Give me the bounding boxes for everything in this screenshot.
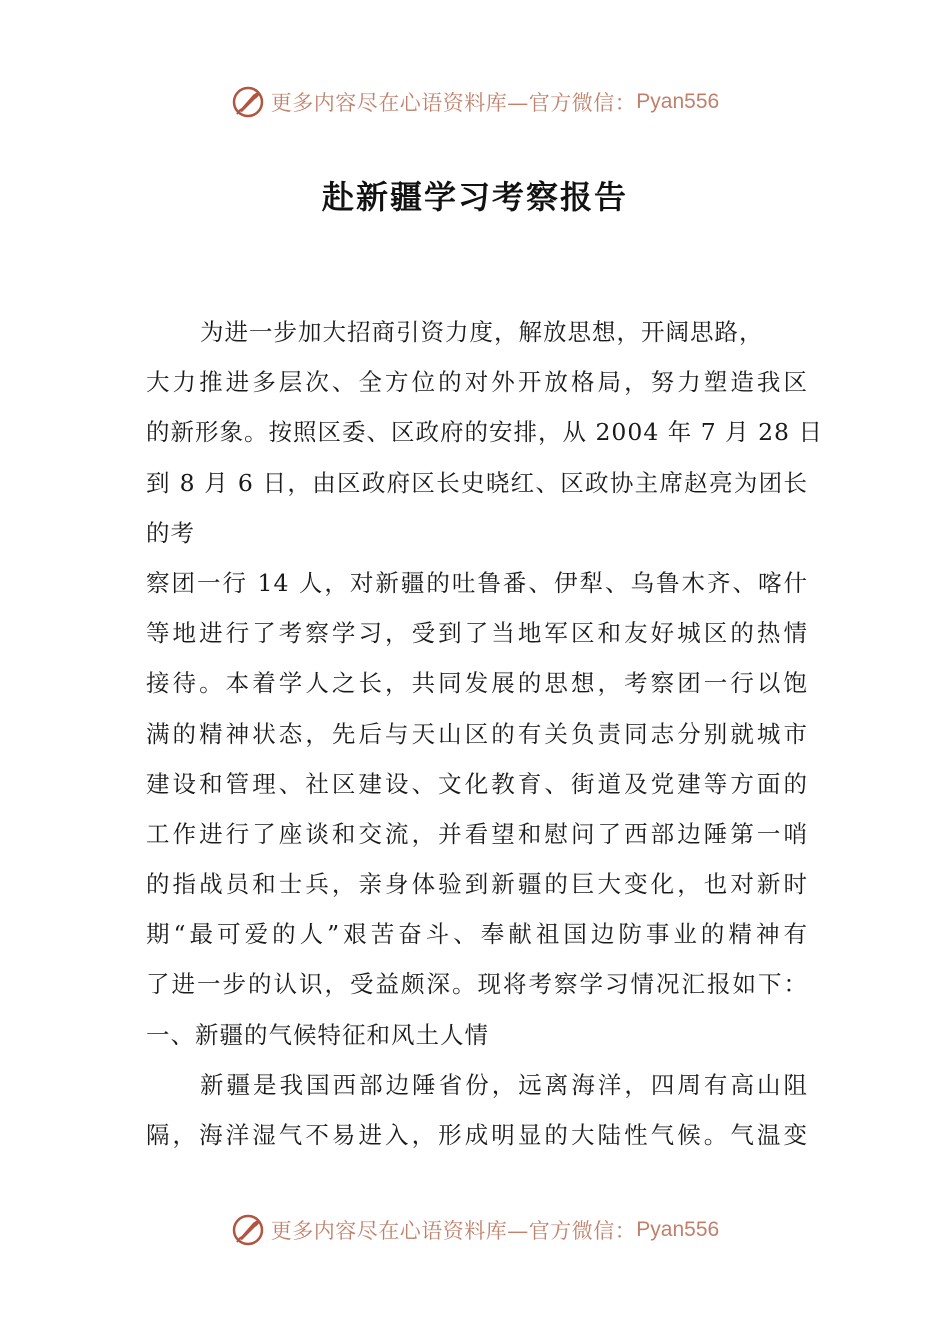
- header-watermark: [0, 82, 950, 122]
- body-line: 满的精神状态，先后与天山区的有关负责同志分别就城市: [146, 719, 808, 748]
- body-line: 了进一步的认识，受益颇深。现将考察学习情况汇报如下：: [146, 970, 808, 999]
- body-line: 为进一步加大招商引资力度，解放思想，开阔思路，: [200, 318, 764, 346]
- watermark-text: 更多内容尽在心语资料库—官方微信：: [270, 1219, 637, 1243]
- watermark-wechat-id: Pyan556: [636, 1218, 720, 1241]
- body-line: 察团一行 14 人，对新疆的吐鲁番、伊犁、乌鲁木齐、喀什: [146, 568, 808, 597]
- quill-pen-logo-icon: [231, 1213, 265, 1247]
- watermark-wechat-id: Pyan556: [636, 90, 720, 113]
- body-line: 新疆是我国西部边陲省份，远离海洋，四周有高山阻: [200, 1070, 808, 1099]
- watermark-text: 更多内容尽在心语资料库—官方微信：: [270, 91, 637, 115]
- body-line: 建设和管理、社区建设、文化教育、街道及党建等方面的: [146, 769, 808, 798]
- body-line: 到 8 月 6 日，由区政府区长史晓红、区政协主席赵亮为团长: [146, 468, 808, 497]
- quill-pen-logo-icon: [231, 85, 265, 119]
- body-line: 工作进行了座谈和交流，并看望和慰问了西部边陲第一哨: [146, 819, 808, 848]
- footer-watermark: [0, 1210, 950, 1250]
- body-line: 等地进行了考察学习，受到了当地军区和友好城区的热情: [146, 619, 808, 648]
- body-line: 的指战员和士兵，亲身体验到新疆的巨大变化，也对新时: [146, 870, 808, 899]
- body-line: 的考: [146, 518, 195, 547]
- section-heading: 一、新疆的气候特征和风土人情: [146, 1020, 489, 1049]
- body-line: 接待。本着学人之长，共同发展的思想，考察团一行以饱: [146, 669, 808, 698]
- body-line: 隔，海洋湿气不易进入，形成明显的大陆性气候。气温变: [146, 1121, 808, 1149]
- document-body: [146, 307, 823, 1160]
- body-line: 的新形象。按照区委、区政府的安排，从 2004 年 7 月 28 日: [146, 418, 823, 447]
- body-line: 期“最可爱的人”艰苦奋斗、奉献祖国边防事业的精神有: [146, 920, 808, 949]
- body-line: 大力推进多层次、全方位的对外开放格局，努力塑造我区: [146, 368, 808, 397]
- document-title: 赴新疆学习考察报告: [321, 178, 628, 216]
